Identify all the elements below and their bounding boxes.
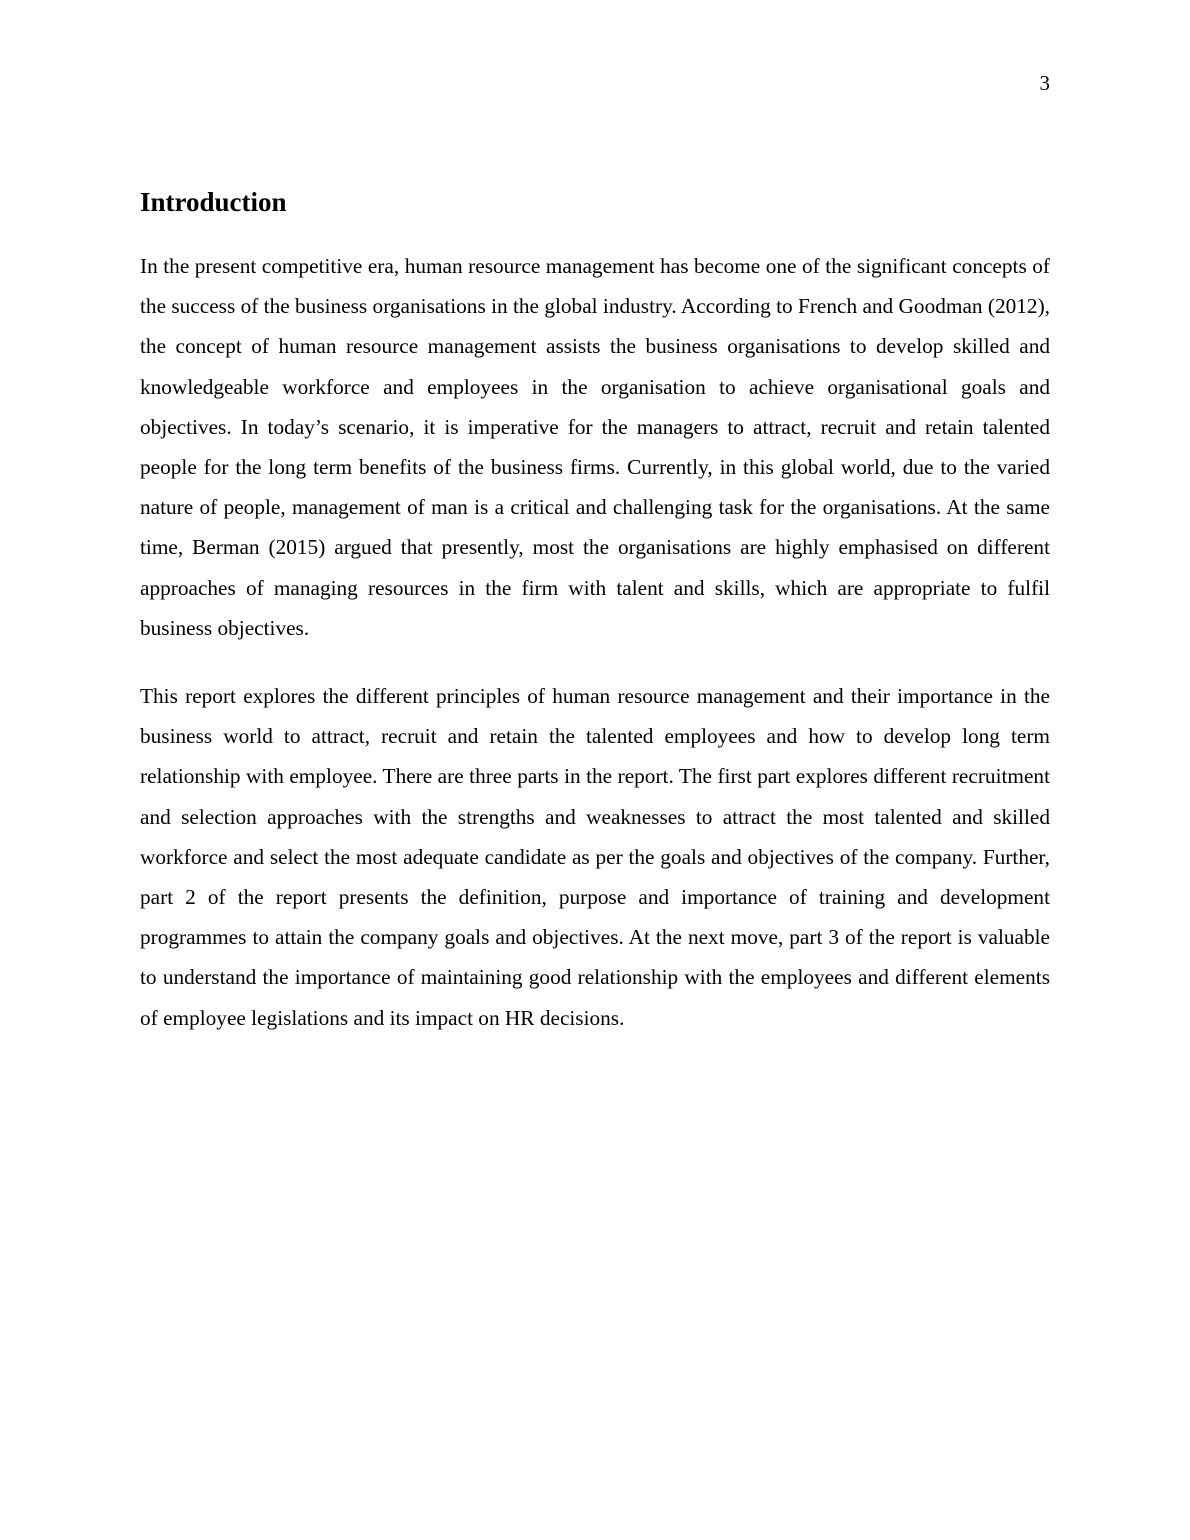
paragraph-1: In the present competitive era, human resource management has become one of the significant concepts of the success of the business organisations in the global industry. According to French and Goodman (2012), the concept of human resource management assists the business organisations to develop skilled and knowledgeable workforce and employees in the organisation to achieve organisational goals and objectives. In today’s scenario, it is imperative for the managers to attract, recruit and retain talented people for the long term benefits of the business firms. Currently, in this global world, due to the varied nature of people, management of man is a critical and challenging task for the organisations. At the same time, Berman (2015) argued that presently, most the organisations are highly emphasised on different approaches of managing resources in the firm with talent and skills, which are appropriate to fulfil business objectives. [140, 254, 1050, 640]
page-number: 3 [1039, 71, 1050, 95]
paragraph-2: This report explores the different principles of human resource management and their importance in the business world to attract, recruit and retain the talented employees and how to develop long term relationship with employee. There are three parts in the report. The first part explores different recruitment and selection approaches with the strengths and weaknesses to attract the most talented and skilled workforce and select the most adequate candidate as per the goals and objectives of the company. Further, part 2 of the report presents the definition, purpose and importance of training and development programmes to attain the company goals and objectives. At the next move, part 3 of the report is valuable to understand the importance of maintaining good relationship with the employees and different elements of employee legislations and its impact on HR decisions. [140, 684, 1050, 1030]
section-heading: Introduction [140, 187, 287, 217]
document-body [140, 184, 1050, 1066]
